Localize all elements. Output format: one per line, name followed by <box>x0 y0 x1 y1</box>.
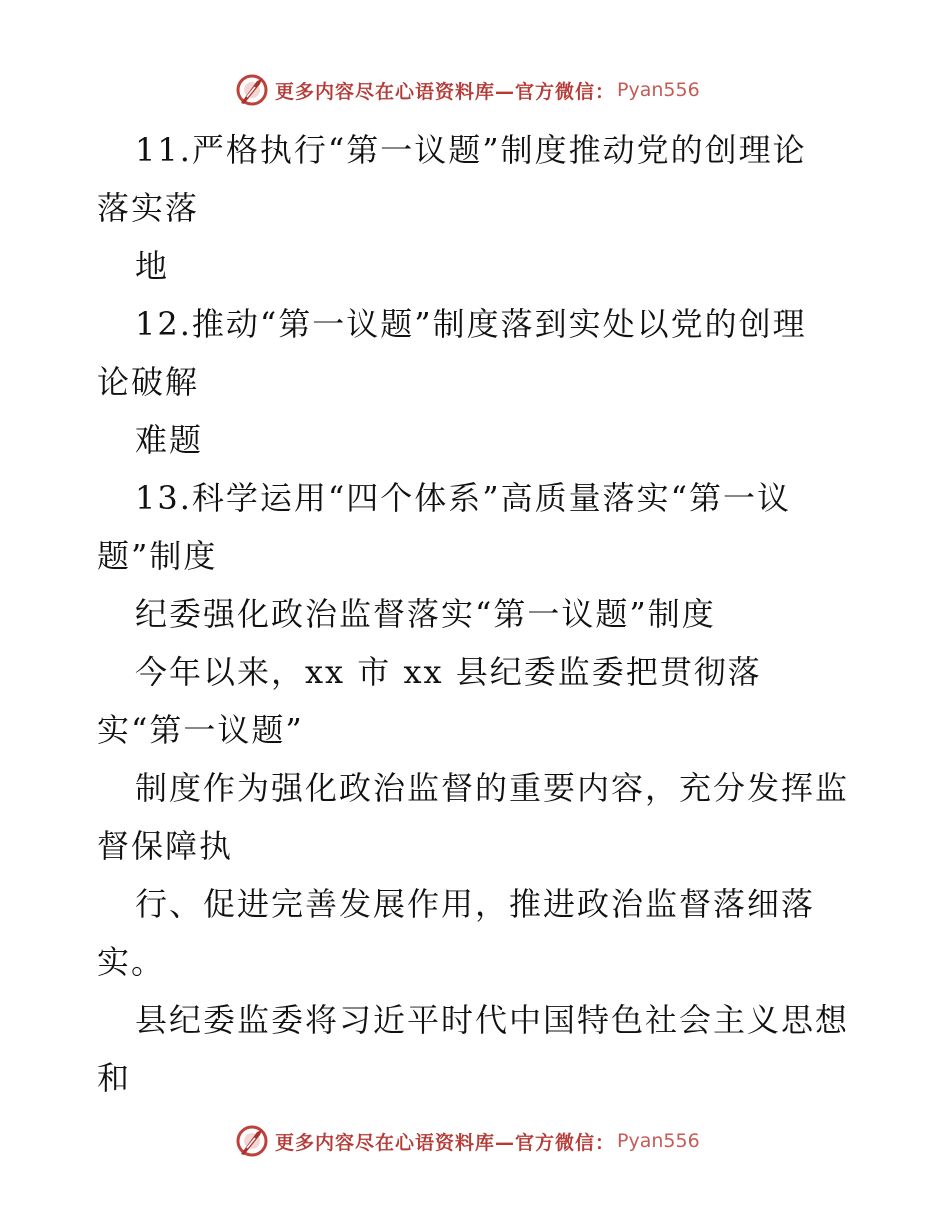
quill-pen-logo-icon <box>235 73 269 107</box>
text-line: 和 <box>97 1059 132 1097</box>
text-line: 地 <box>135 247 170 285</box>
banner-text: 更多内容尽在心语资料库—官方微信： <box>275 1131 616 1154</box>
text-line: 实。 <box>97 943 166 981</box>
text-line: 11.严格执行“第一议题”制度推动党的创理论 <box>135 131 807 169</box>
text-line: 制度作为强化政治监督的重要内容，充分发挥监 <box>135 769 850 807</box>
text-line: 13.科学运用“四个体系”高质量落实“第一议 <box>135 479 791 517</box>
text-line: 县纪委监委将习近平时代中国特色社会主义思想 <box>135 1001 850 1039</box>
text-line: 难题 <box>135 421 204 459</box>
text-line: 行、促进完善发展作用，推进政治监督落细落 <box>135 885 816 923</box>
text-line: 今年以来，xx 市 xx 县纪委监委把贯彻落 <box>135 653 762 691</box>
header-banner <box>235 70 700 110</box>
footer-banner <box>235 1121 700 1161</box>
quill-pen-logo-icon <box>235 1124 269 1158</box>
text-line: 落实落 <box>97 189 200 227</box>
text-line: 题”制度 <box>97 537 218 575</box>
banner-text: 更多内容尽在心语资料库—官方微信： <box>275 80 616 103</box>
text-line: 12.推动“第一议题”制度落到实处以党的创理 <box>135 305 807 343</box>
text-line: 督保障执 <box>97 827 234 865</box>
document-body <box>97 121 857 1107</box>
wechat-handle: Pyan556 <box>617 1130 700 1152</box>
text-line: 实“第一议题” <box>97 711 304 749</box>
text-line: 纪委强化政治监督落实“第一议题”制度 <box>135 595 716 633</box>
wechat-handle: Pyan556 <box>617 79 700 101</box>
text-line: 论破解 <box>97 363 200 401</box>
